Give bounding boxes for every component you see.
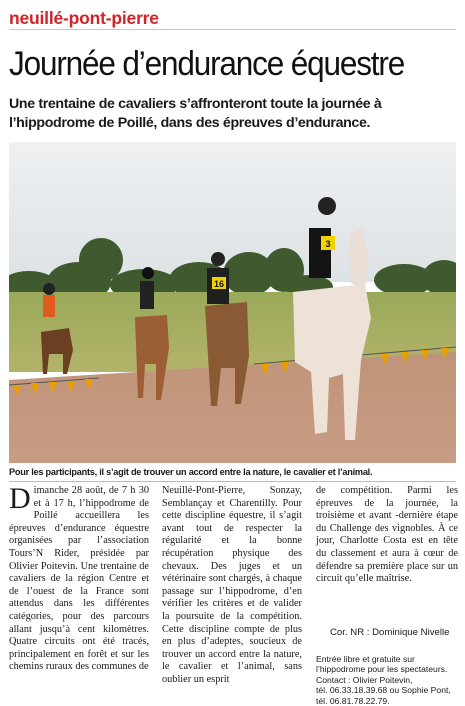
column-1-text: imanche 28 août, de 7 h 30 et à 17 h, l’hippodrome de Poillé accueillera les épreuves d’endurance équestre organisées par l’association Tours’N Rider, présidée par Olivier Poitevin. Une trentaine de cavaliers de la région Centre et de l’ouest de la France sont attendus dans les différentes catégories, pour des parcours allant jusqu’à cent kilomètres. Quatre circuits ont été tracés, principalement en forêt et sur les chemins ruraux des communes de (9, 485, 149, 673)
section-rubric: neuillé-pont-pierre (9, 8, 159, 28)
article-column-1 (9, 482, 149, 674)
photo-caption: Pour les participants, il s’agit de trouver un accord entre la nature, le cavalier et l’animal. (9, 467, 373, 477)
info-line-admission: Entrée libre et gratuite sur l’hippodrome pour les spectateurs. (316, 654, 448, 675)
article-headline: Journée d’endurance équestre (9, 43, 405, 83)
info-line-phone-2: tél. 06.81.78.22.79. (316, 695, 390, 706)
rubric-divider (9, 29, 456, 30)
article-photo (9, 142, 456, 463)
article-column-2: Neuillé-Pont-Pierre, Sonzay, Semblançay et Charentilly. Pour cette discipline équestre, il s’agit avant tout de respecter la régularité et la bonne récupération physique des chevaux. Des juges et un vétérinaire sont chargés, à chaque passage sur l’hippodrome, d’en vérifier les critères et de valider la poursuite de la compétition. Cette discipline compte de plus en plus d’adeptes, soucieux de trouver un accord entre la nature, le cavalier et l’animal, sans oublier un esprit (162, 485, 302, 685)
info-line-contact: Contact : Olivier Poitevin, (316, 674, 413, 685)
svg-text:16: 16 (213, 279, 225, 289)
info-line-phone-1: tél. 06.33.18.39.68 ou Sophie Pont, (316, 685, 451, 696)
article-column-3: de compétition. Parmi les épreuves de la journée, la troisième et avant -dernière étape du Challenge des vignobles. À ce jour, Charlotte Costa est en tête du classement et aura à cœur de défendre sa première place sur un circuit qu’elle maîtrise. (316, 485, 458, 585)
practical-info-box (316, 654, 461, 706)
svg-text:3: 3 (325, 239, 331, 249)
drop-cap: D (9, 482, 31, 515)
caption-divider (9, 481, 456, 482)
correspondent-credit: Cor. NR : Dominique Nivelle (330, 627, 450, 638)
article-deck: Une trentaine de cavaliers s’affronteront toute la journée à l’hippodrome de Poillé, dans des épreuves d’endurance. (9, 96, 382, 131)
